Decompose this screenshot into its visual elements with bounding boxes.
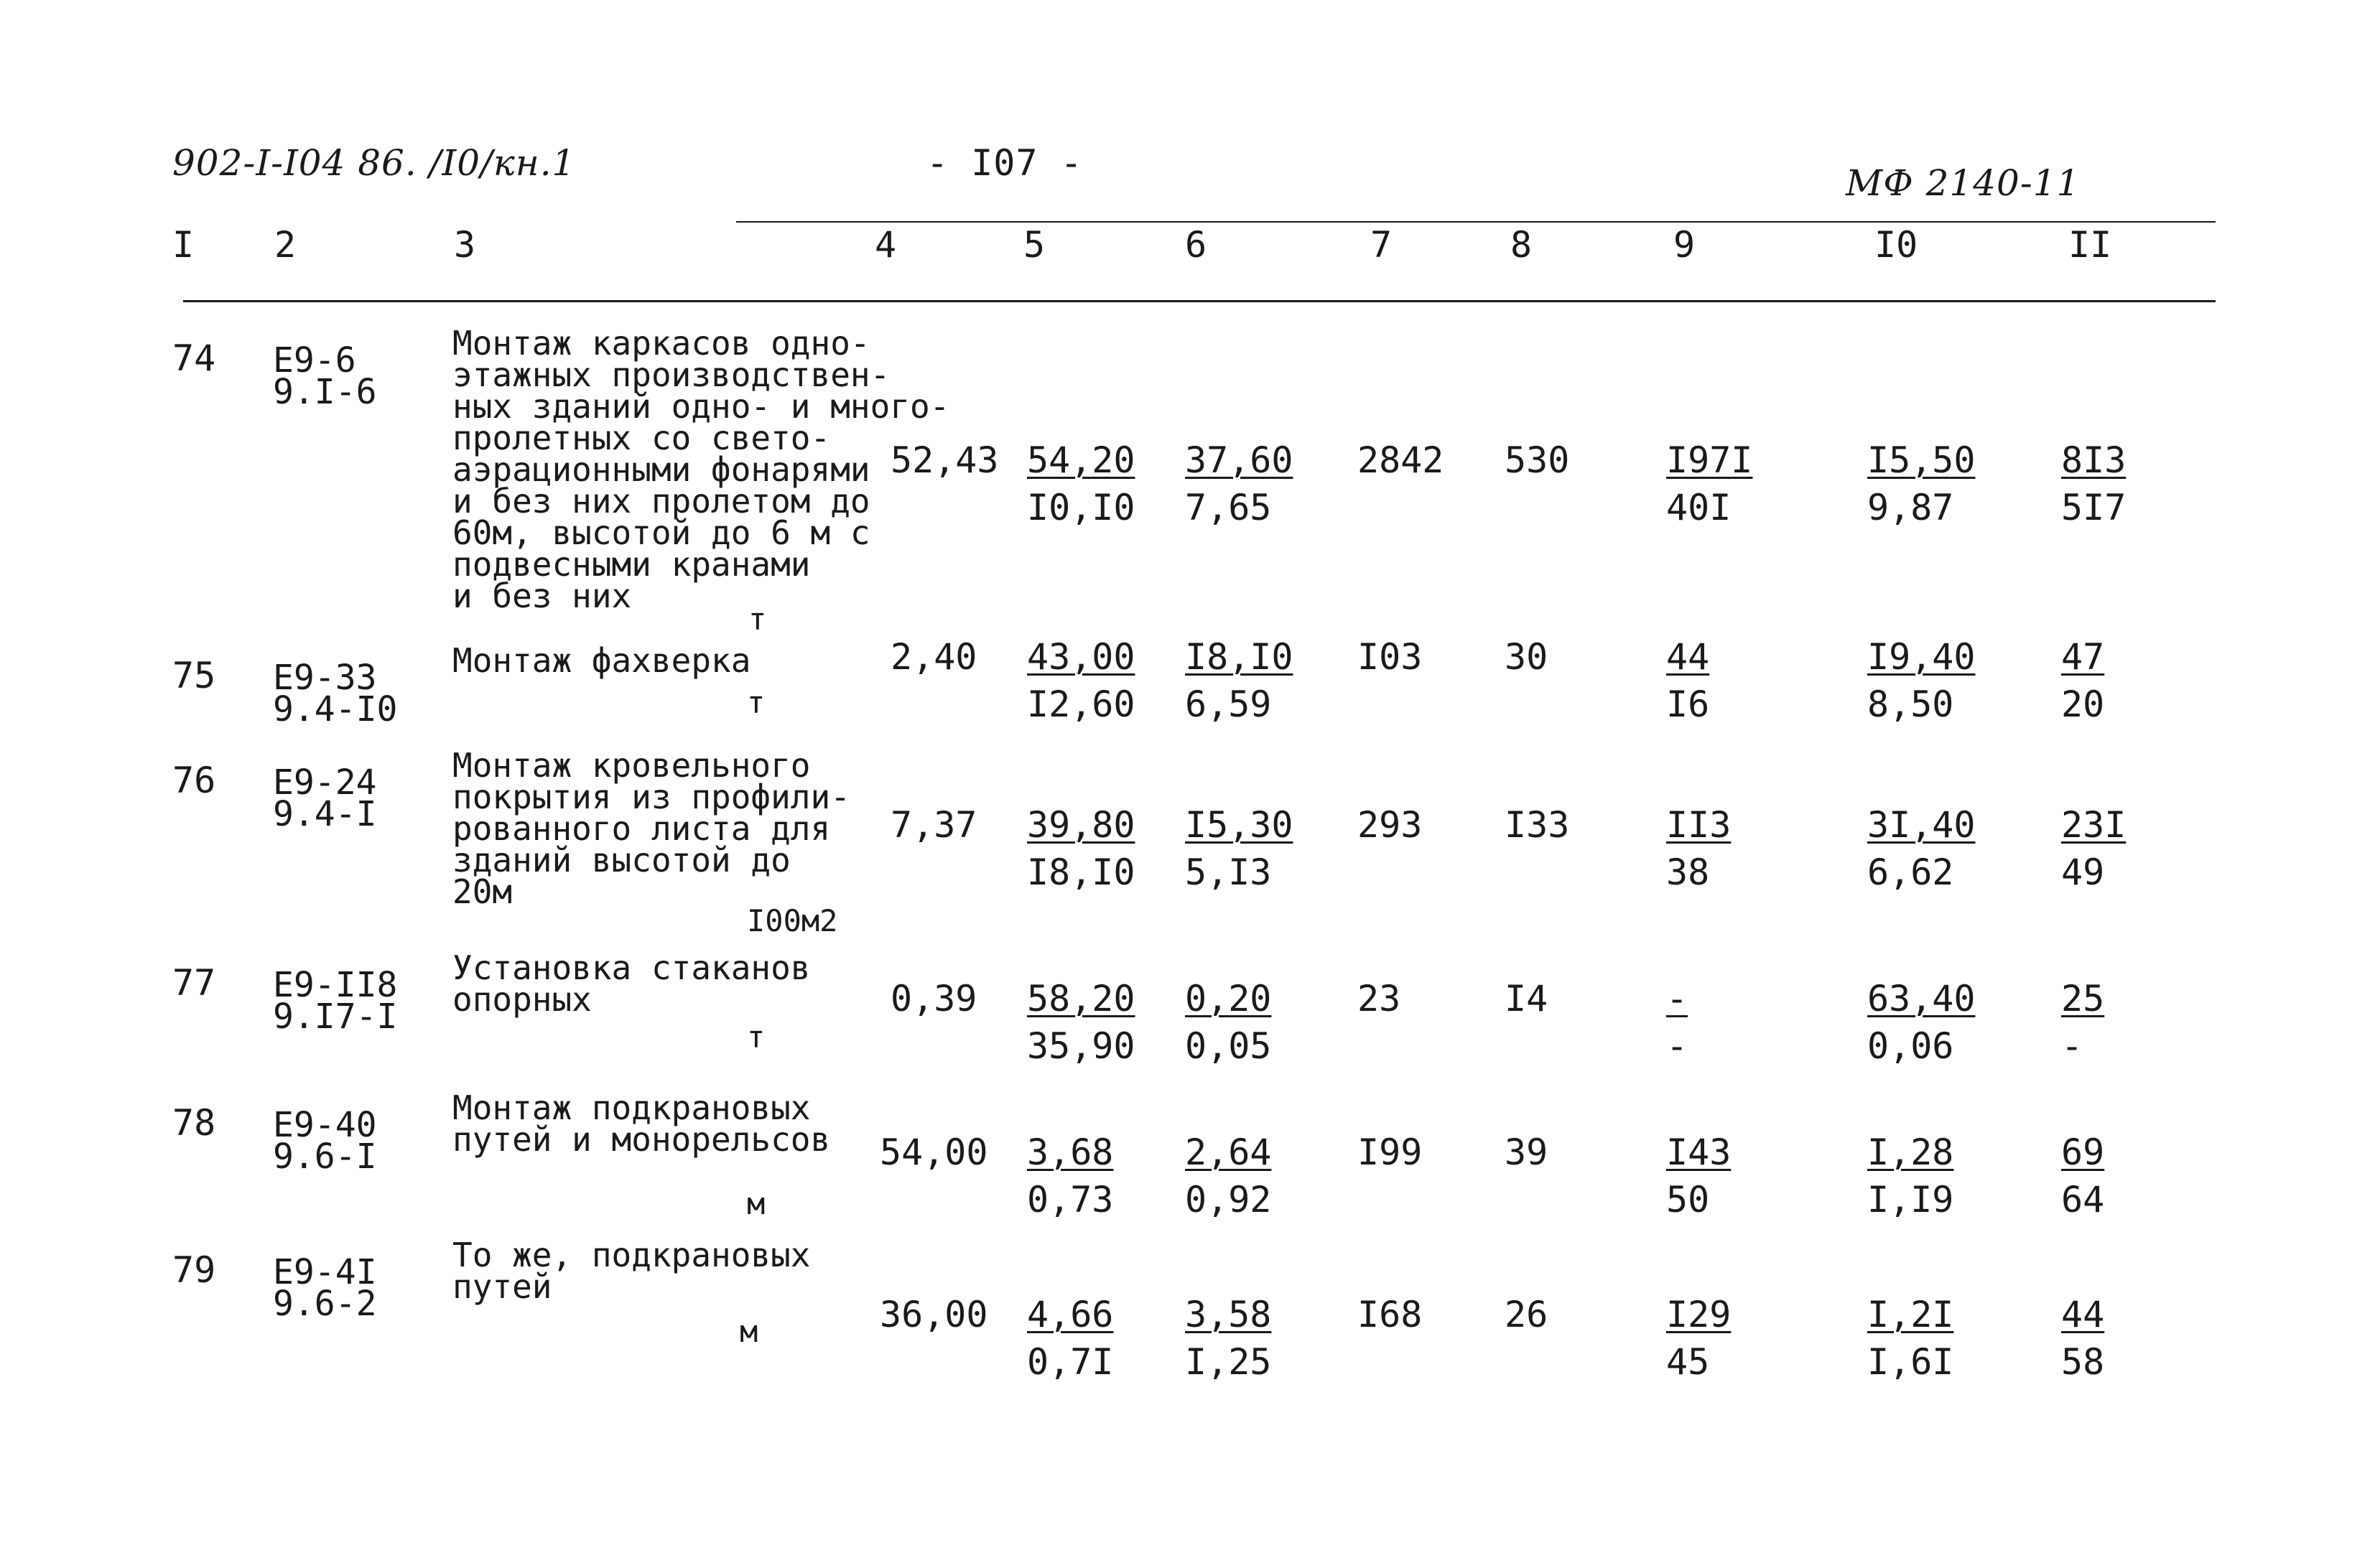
col9-bottom: 40I: [1666, 487, 1732, 528]
col6-top: 0,20: [1185, 978, 1272, 1019]
col10-bottom: 9,87: [1867, 487, 1954, 528]
work-description: Монтаж кровельного покрытия из профили- рованного листа для зданий высотой до 20м: [452, 746, 850, 911]
row-number: 77: [172, 962, 216, 1004]
col7-value: 293: [1357, 804, 1423, 846]
col7-value: I99: [1357, 1131, 1423, 1173]
col11-top: 44: [2061, 1294, 2105, 1335]
column-number-6: 6: [1185, 224, 1207, 266]
quantity: 54,00: [880, 1131, 988, 1173]
unit-of-measure: м: [740, 1314, 758, 1349]
col5-top: 39,80: [1027, 804, 1135, 846]
col10-top: 3I,40: [1867, 804, 1976, 846]
col11-top: 8I3: [2061, 439, 2127, 481]
work-description: Монтаж подкрановых путей и монорельсов: [452, 1088, 831, 1159]
col8-value: 26: [1505, 1294, 1548, 1335]
col11-bottom: -: [2061, 1025, 2083, 1067]
col8-value: I4: [1505, 978, 1548, 1019]
norm-code-secondary: 9.4-I: [273, 794, 377, 834]
col9-top: II3: [1666, 804, 1732, 846]
row-number: 78: [172, 1102, 216, 1144]
col9-top: I43: [1666, 1131, 1732, 1173]
col5-bottom: 0,7I: [1027, 1341, 1114, 1383]
col10-top: I5,50: [1867, 439, 1976, 481]
unit-of-measure: т: [747, 1019, 766, 1055]
col6-bottom: 6,59: [1185, 683, 1272, 725]
col10-top: I,28: [1867, 1131, 1954, 1173]
quantity: 36,00: [880, 1294, 988, 1335]
column-number-2: 2: [274, 224, 297, 266]
norm-code: Е9-33: [273, 658, 377, 698]
col6-top: I8,I0: [1185, 636, 1293, 678]
col8-value: 30: [1505, 636, 1548, 678]
column-number-1: I: [172, 224, 195, 266]
quantity: 0,39: [891, 978, 977, 1019]
col5-bottom: I0,I0: [1027, 487, 1135, 528]
work-description: Установка стаканов опорных: [452, 948, 811, 1019]
column-number-9: 9: [1673, 224, 1696, 266]
col9-top: 44: [1666, 636, 1710, 678]
col6-top: 37,60: [1185, 439, 1293, 481]
col9-bottom: 38: [1666, 851, 1710, 893]
col5-bottom: 0,73: [1027, 1179, 1114, 1221]
col11-top: 23I: [2061, 804, 2127, 846]
column-number-8: 8: [1510, 224, 1533, 266]
work-description: То же, подкрановых путей: [452, 1236, 811, 1306]
col11-bottom: 58: [2061, 1341, 2105, 1383]
norm-code-secondary: 9.I7-I: [273, 997, 398, 1037]
col10-top: I,2I: [1867, 1294, 1954, 1335]
col9-bottom: I6: [1666, 683, 1710, 725]
col5-top: 4,66: [1027, 1294, 1114, 1335]
col9-top: -: [1666, 978, 1688, 1019]
col6-bottom: 0,05: [1185, 1025, 1272, 1067]
col6-top: 3,58: [1185, 1294, 1272, 1335]
col10-bottom: 6,62: [1867, 851, 1954, 893]
col9-top: I29: [1666, 1294, 1732, 1335]
document-code: 902-I-I04 86. /I0/кн.1: [172, 142, 576, 184]
row-number: 79: [172, 1249, 216, 1291]
norm-code-secondary: 9.4-I0: [273, 689, 398, 729]
col6-bottom: 7,65: [1185, 487, 1272, 528]
col11-top: 69: [2061, 1131, 2105, 1173]
col9-bottom: 50: [1666, 1179, 1710, 1221]
col5-top: 43,00: [1027, 636, 1135, 678]
col7-value: I68: [1357, 1294, 1423, 1335]
col11-bottom: 5I7: [2061, 487, 2127, 528]
column-number-5: 5: [1023, 224, 1046, 266]
unit-of-measure: I00м2: [747, 903, 838, 938]
col10-top: I9,40: [1867, 636, 1976, 678]
col5-top: 3,68: [1027, 1131, 1114, 1173]
quantity: 52,43: [891, 439, 999, 481]
col6-top: 2,64: [1185, 1131, 1272, 1173]
col10-top: 63,40: [1867, 978, 1976, 1019]
norm-code: Е9-40: [273, 1105, 377, 1145]
col8-value: 39: [1505, 1131, 1548, 1173]
col5-top: 58,20: [1027, 978, 1135, 1019]
row-number: 76: [172, 760, 216, 801]
norm-code-secondary: 9.I-6: [273, 372, 377, 412]
col9-bottom: -: [1666, 1025, 1688, 1067]
norm-code: Е9-II8: [273, 965, 398, 1005]
norm-code: Е9-4I: [273, 1252, 377, 1292]
col6-bottom: 5,I3: [1185, 851, 1272, 893]
row-number: 74: [172, 337, 216, 379]
norm-code: Е9-6: [273, 340, 356, 381]
col9-top: I97I: [1666, 439, 1753, 481]
col10-bottom: I,I9: [1867, 1179, 1954, 1221]
unit-of-measure: м: [747, 1186, 766, 1221]
col8-value: I33: [1505, 804, 1570, 846]
col8-value: 530: [1505, 439, 1570, 481]
col6-bottom: 0,92: [1185, 1179, 1272, 1221]
col6-bottom: I,25: [1185, 1341, 1272, 1383]
column-number-10: I0: [1874, 224, 1918, 266]
col11-bottom: 20: [2061, 683, 2105, 725]
norm-code-secondary: 9.6-2: [273, 1284, 377, 1324]
archive-stamp: МФ 2140-11: [1846, 162, 2081, 204]
col6-top: I5,30: [1185, 804, 1293, 846]
work-description: Монтаж каркасов одно- этажных производствен- ных зданий одно- и много- пролетных со свето- аэрационными фонарями и без них пролетом до 60м, высотой до 6 м с подвесными кранами и без них: [452, 324, 950, 615]
quantity: 2,40: [891, 636, 977, 678]
row-number: 75: [172, 655, 216, 696]
unit-of-measure: т: [747, 685, 766, 720]
page-number: - I07 -: [926, 142, 1083, 184]
col10-bottom: 0,06: [1867, 1025, 1954, 1067]
col5-bottom: I8,I0: [1027, 851, 1135, 893]
column-number-11: II: [2068, 224, 2112, 266]
col11-bottom: 64: [2061, 1179, 2105, 1221]
col7-value: 2842: [1357, 439, 1444, 481]
col7-value: I03: [1357, 636, 1423, 678]
unit-of-measure: т: [748, 602, 767, 637]
norm-code-secondary: 9.6-I: [273, 1137, 377, 1177]
column-number-4: 4: [875, 224, 897, 266]
col11-top: 25: [2061, 978, 2105, 1019]
col9-bottom: 45: [1666, 1341, 1710, 1383]
col10-bottom: I,6I: [1867, 1341, 1954, 1383]
top-rule: [736, 221, 2216, 223]
col7-value: 23: [1357, 978, 1401, 1019]
work-description: Монтаж фахверка: [452, 641, 751, 680]
col5-bottom: I2,60: [1027, 683, 1135, 725]
col10-bottom: 8,50: [1867, 683, 1954, 725]
header-rule: [183, 300, 2216, 302]
col5-bottom: 35,90: [1027, 1025, 1135, 1067]
col11-bottom: 49: [2061, 851, 2105, 893]
column-number-7: 7: [1370, 224, 1393, 266]
col11-top: 47: [2061, 636, 2105, 678]
norm-code: Е9-24: [273, 762, 377, 803]
col5-top: 54,20: [1027, 439, 1135, 481]
quantity: 7,37: [891, 804, 977, 846]
column-number-3: 3: [454, 224, 476, 266]
